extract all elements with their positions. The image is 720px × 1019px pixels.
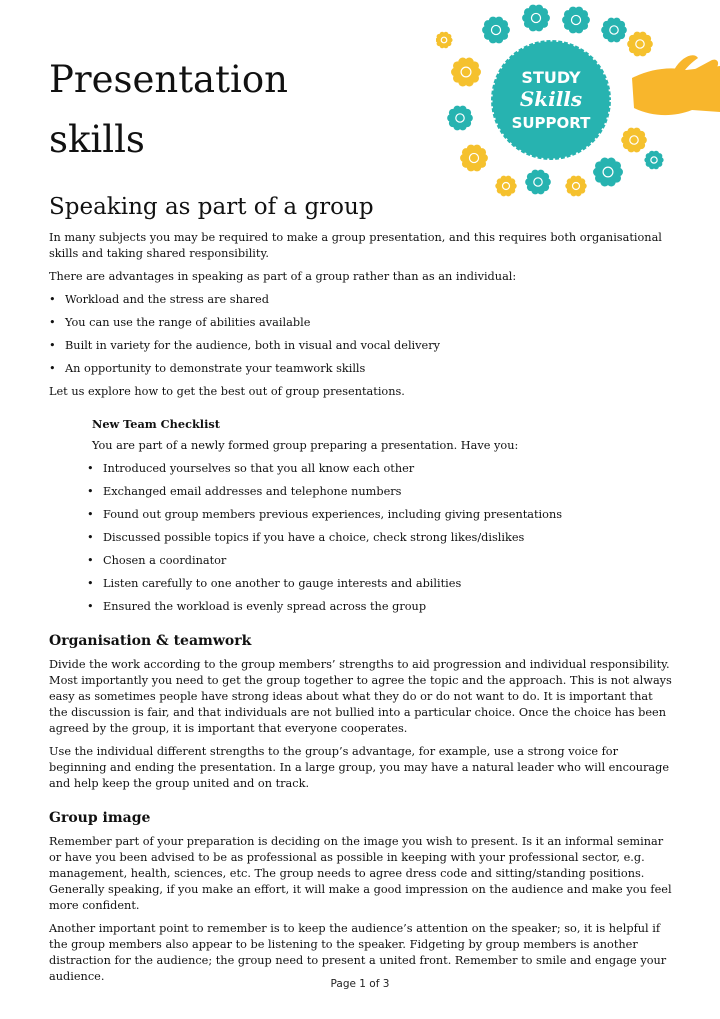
new-team-checklist [92,416,674,615]
main-content [49,190,674,992]
title-line-1: Presentation [49,58,288,101]
study-skills-support-logo [436,0,720,200]
flower-icon [460,145,488,172]
checklist-title: New Team Checklist [92,417,220,431]
organisation-paragraph-1: Divide the work according to the group members’ strengths to aid progression and individual responsibility. Most importantly you need to get the group together to agree the topic and the approach. This is not always easy as sometimes people have strong ideas about what they do or do not want to do. It is important that the discussion is fair, and that individuals are not bullied into a particular choice. Once the choice has been agreed by the group, it is important that everyone cooperates. [49,658,672,735]
flower-icon [601,18,627,43]
flower-icon [621,128,647,153]
flower-icon [522,5,550,32]
hand-icon [632,55,720,115]
title-line-2: skills [49,118,145,161]
organisation-paragraph-2: Use the individual different strengths to the group’s advantage, for example, use a strong voice for beginning and ending the presentation. In a large group, you may have a natural leader who will encourage and help keep the group united and on track. [49,745,670,790]
flower-icon [627,32,653,57]
flower-icon [562,7,590,34]
group-image-paragraph-1: Remember part of your preparation is deciding on the image you wish to present. Is it an informal seminar or have you been advised to be as professional as possible in keeping with your professional sector, e.g. management, health, sciences, etc. The group needs to agree dress code and sitting/standing positions. Generally speaking, if you make an effort, it will make a good impression on the audience and make you feel more confident. [49,835,672,912]
section-heading: Speaking as part of a group [49,194,374,220]
logo-text-skills: Skills [519,87,583,111]
list-item: • Found out group members previous experiences, including giving presentations [87,507,674,523]
list-item: • Exchanged email addresses and telephone numbers [87,484,674,500]
list-item: • Built in variety for the audience, both in visual and vocal delivery [49,338,674,354]
list-item: • Listen carefully to one another to gauge interests and abilities [87,576,674,592]
intro-paragraph-3: Let us explore how to get the best out of group presentations. [49,385,405,398]
group-image-heading: Group image [49,810,151,826]
advantages-list [49,292,674,377]
flower-icon [593,158,623,187]
intro-paragraph-1: In many subjects you may be required to make a group presentation, and this requires both organisational skills and taking shared responsibility. [49,231,662,260]
page-title [49,50,288,170]
group-image-paragraph-2: Another important point to remember is to keep the audience’s attention on the speaker; so, it is helpful if the group members also appear to be listening to the speaker. Fidgeting by group members is another distraction for the audience; the group need to present a united front. Remember to smile and engage your audience. [49,922,667,983]
flower-icon [447,106,473,131]
organisation-heading: Organisation & teamwork [49,633,252,649]
list-item: • You can use the range of abilities available [49,315,674,331]
list-item: • An opportunity to demonstrate your teamwork skills [49,361,674,377]
checklist-items [87,461,674,615]
logo-text-study: STUDY [521,68,581,87]
flower-icon [644,151,663,170]
page-number: Page 1 of 3 [330,978,390,990]
logo-text-support: SUPPORT [511,114,591,132]
flower-icon [482,17,510,44]
list-item: • Ensured the workload is evenly spread across the group [87,599,674,615]
list-item: • Chosen a coordinator [87,553,674,569]
list-item: • Workload and the stress are shared [49,292,674,308]
flower-icon [451,58,481,87]
list-item: • Introduced yourselves so that you all know each other [87,461,674,477]
list-item: • Discussed possible topics if you have a choice, check strong likes/dislikes [87,530,674,546]
flower-icon [436,32,453,49]
checklist-lead: You are part of a newly formed group preparing a presentation. Have you: [92,439,519,452]
intro-paragraph-2: There are advantages in speaking as part of a group rather than as an individual: [49,270,517,283]
